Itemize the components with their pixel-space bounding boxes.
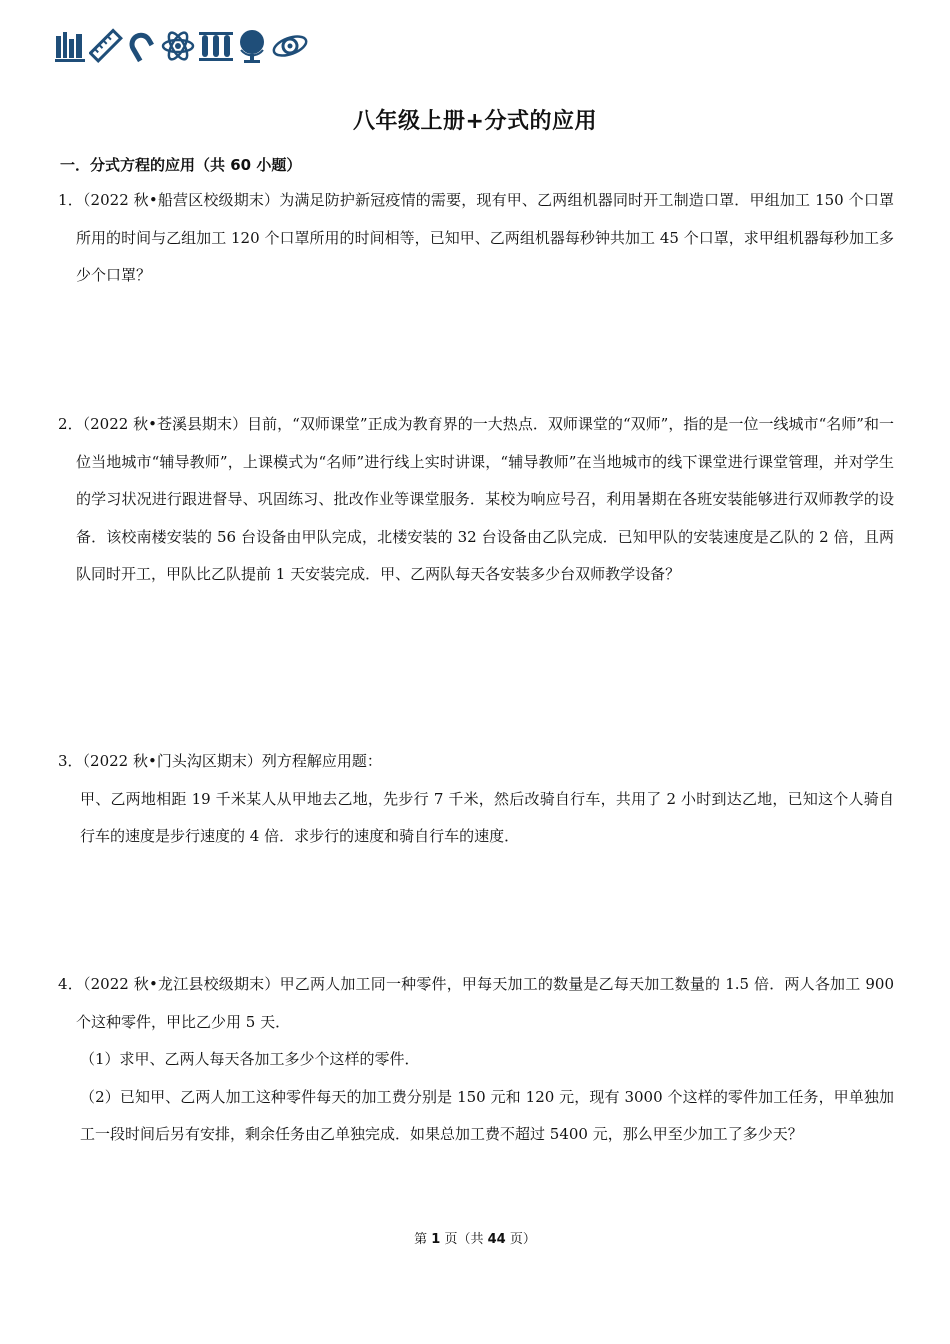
question-source: （2022 秋•苍溪县期末）: [82, 415, 248, 433]
footer-total-pages: 44: [487, 1232, 506, 1247]
question-text: 为满足防护新冠疫情的需要，现有甲、乙两组机器同时开工制造口罩．甲组加工 150 个口罩所用的时间与乙组加工 120 个口罩所用的时间相等，已知甲、乙两组机器每秒钟共加工 45 个口罩，求甲组机器每秒加工多少个口罩？: [76, 191, 895, 284]
page-title: 八年级上册+分式的应用: [353, 109, 597, 134]
globe-icon: [237, 28, 267, 64]
header-icon-strip: [55, 28, 309, 64]
question-3-stem: [58, 743, 894, 781]
section-heading: 一．分式方程的应用（共 60 小题）: [60, 156, 302, 174]
test-tubes-icon: [199, 30, 233, 62]
question-text: 列方程解应用题：: [261, 752, 382, 770]
question-number: 2．: [58, 415, 83, 433]
question-4-part-1: （1）求甲、乙两人每天各加工多少个这样的零件．: [80, 1050, 420, 1068]
magnet-icon: [127, 28, 157, 64]
planet-icon: [271, 31, 309, 61]
question-2-stem: [58, 406, 894, 594]
question-4: [58, 966, 894, 1154]
atom-icon: [161, 29, 195, 63]
question-number: 4．: [58, 975, 83, 993]
question-1-stem: [58, 182, 894, 295]
question-source: （2022 秋•船营区校级期末）: [82, 191, 280, 209]
question-text: 甲乙两人加工同一种零件，甲每天加工的数量是乙每天加工数量的 1.5 倍．两人各加工 900 个这种零件，甲比乙少用 5 天．: [76, 975, 894, 1031]
page-footer: [0, 1228, 950, 1247]
ruler-icon: [89, 28, 123, 64]
question-1: [58, 182, 894, 295]
question-2: [58, 406, 894, 594]
footer-prefix: 第: [414, 1232, 432, 1247]
books-icon: [55, 30, 85, 62]
question-number: 3．: [58, 752, 83, 770]
footer-suffix: 页）: [505, 1232, 536, 1247]
footer-middle: 页（共: [440, 1232, 488, 1247]
footer-page-number: 1: [431, 1232, 441, 1247]
question-number: 1．: [58, 191, 83, 209]
question-source: （2022 秋•门头沟区期末）: [82, 752, 262, 770]
question-text: 目前，“双师课堂”正成为教育界的一大热点．双师课堂的“双师”，指的是一位一线城市“名师”和一位当地城市“辅导教师”，上课模式为“名师”进行线上实时讲课，“辅导教师”在当地城市的线下课堂进行课堂管理，并对学生的学习状况进行跟进督导、巩固练习、批改作业等课堂服务．某校为响应号召，利用暑期在各班安装能够进行双师教学的设备．该校南楼安装的 56 台设备由甲队完成，北楼安装的 32 台设备由乙队完成．已知甲队的安装速度是乙队的 2 倍，且两队同时开工，甲队比乙队提前 1 天安装完成．甲、乙两队每天各安装多少台双师教学设备？: [76, 415, 895, 583]
question-4-part-2: （2）已知甲、乙两人加工这种零件每天的加工费分别是 150 元和 120 元，现有 3000 个这样的零件加工任务，甲单独加工一段时间后另有安排，剩余任务由乙单独完成．如果总加工费不超过 5400 元，那么甲至少加工了多少天？: [80, 1087, 894, 1143]
question-4-stem: [58, 966, 894, 1041]
question-3: [58, 743, 894, 856]
question-source: （2022 秋•龙江县校级期末）: [82, 975, 280, 993]
question-text: 甲、乙两地相距 19 千米某人从甲地去乙地，先步行 7 千米，然后改骑自行车，共用了 2 小时到达乙地，已知这个人骑自行车的速度是步行速度的 4 倍．求步行的速度和骑自行车的速度．: [80, 789, 894, 845]
